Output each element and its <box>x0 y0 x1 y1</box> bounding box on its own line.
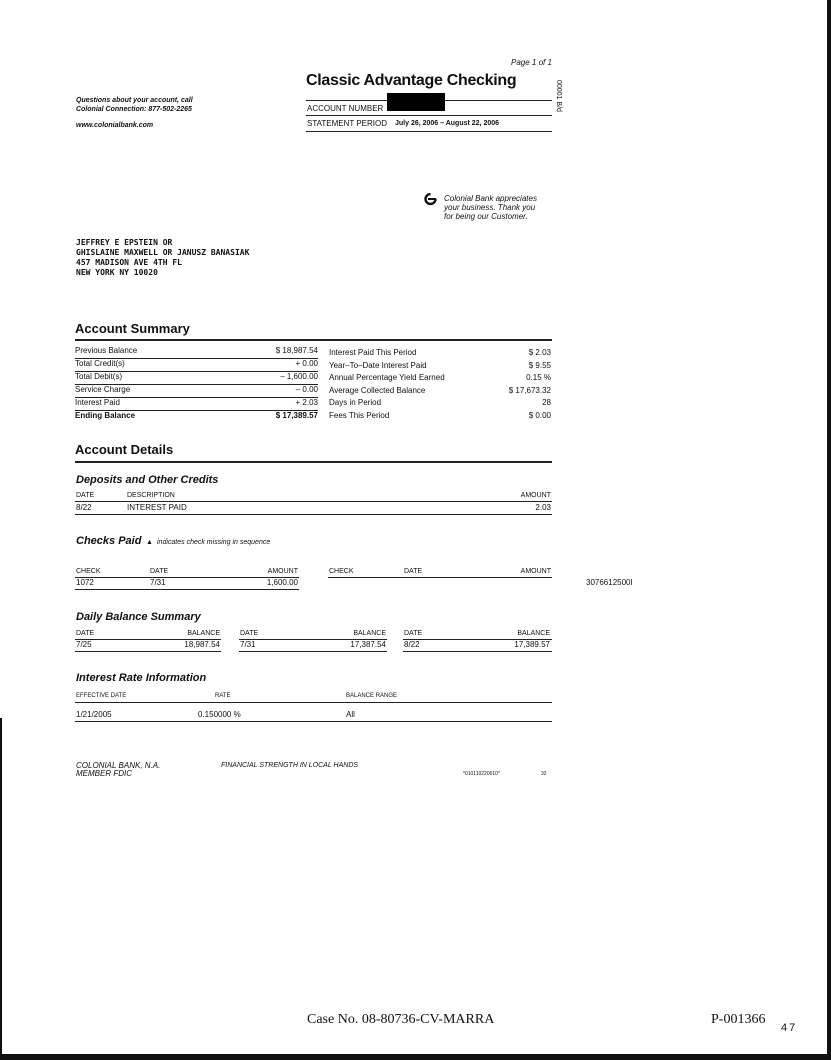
summary-label: Year–To–Date Interest Paid <box>329 360 427 370</box>
deposits-col-amount: AMOUNT <box>520 492 551 499</box>
rate-col-rate: RATE <box>215 693 231 699</box>
statement-period-label: STATEMENT PERIOD <box>307 119 388 128</box>
summary-value: – 1,600.00 <box>280 372 318 381</box>
summary-label: Ending Balance <box>75 411 136 420</box>
colonial-logo-icon <box>424 192 437 210</box>
summary-right <box>329 348 551 424</box>
footer-code-2: 32 <box>541 771 547 777</box>
summary-label: Interest Paid <box>75 398 120 407</box>
summary-row <box>329 398 551 411</box>
checks-header-rule-right <box>328 577 552 578</box>
summary-value: – 0.00 <box>295 385 318 394</box>
scan-edge-bottom <box>0 1054 831 1060</box>
summary-value: $ 0.00 <box>528 410 551 420</box>
deposits-col-date: DATE <box>76 492 95 499</box>
summary-row <box>75 385 318 398</box>
rate-col-balance-range: BALANCE RANGE <box>346 693 398 699</box>
summary-row <box>329 411 551 424</box>
scan-edge-left <box>0 718 2 1060</box>
summary-left <box>75 346 318 423</box>
case-number: Case No. 08-80736-CV-MARRA <box>307 1012 495 1027</box>
deposit-description: INTEREST PAID <box>127 503 187 512</box>
summary-label: Annual Percentage Yield Earned <box>329 373 445 383</box>
check-side-reference: 3076612500I <box>586 578 633 587</box>
check-date: 7/31 <box>150 578 166 587</box>
header-rule-2 <box>306 115 552 116</box>
checks-col-date: DATE <box>150 568 169 575</box>
summary-heading-rule <box>75 339 552 341</box>
daily-col-date: DATE <box>76 630 95 637</box>
summary-label: Fees This Period <box>329 410 390 420</box>
scan-edge-right <box>827 0 831 1060</box>
summary-row <box>75 398 318 411</box>
address-line: 457 MADISON AVE 4TH FL <box>76 258 182 267</box>
checks-col-check-2: CHECK <box>329 568 354 575</box>
summary-value: 0.15 % <box>526 373 551 383</box>
checks-note: indicates check missing in sequence <box>157 539 271 546</box>
summary-row <box>329 373 551 386</box>
summary-value: $ 9.55 <box>528 360 551 370</box>
missing-check-marker-icon: ▲ <box>146 539 153 546</box>
daily-date: 7/25 <box>76 640 92 649</box>
footer-member-fdic: MEMBER FDIC <box>76 769 132 778</box>
rate-row-rule <box>75 721 552 722</box>
deposits-row-rule <box>75 514 552 515</box>
checks-row-rule <box>75 589 299 590</box>
daily-balance: 17,389.57 <box>514 640 550 649</box>
summary-row <box>75 346 318 359</box>
rate-effective-date: 1/21/2005 <box>76 710 112 719</box>
summary-label: Interest Paid This Period <box>329 348 417 357</box>
daily-col-balance: BALANCE <box>187 630 220 637</box>
account-number-redaction <box>387 93 445 111</box>
rate-balance-range: All <box>346 710 355 719</box>
summary-value: + 2.03 <box>295 398 318 407</box>
daily-date: 7/31 <box>240 640 256 649</box>
address-line: JEFFREY E EPSTEIN OR <box>76 238 173 247</box>
checks-col-amount: AMOUNT <box>267 568 298 575</box>
address-line: GHISLAINE MAXWELL OR JANUSZ BANASIAK <box>76 248 250 257</box>
account-details-heading: Account Details <box>75 442 174 457</box>
checks-col-check: CHECK <box>76 568 101 575</box>
footer-code: *010110220010* <box>463 771 500 777</box>
summary-label: Total Debit(s) <box>75 372 123 381</box>
daily-col-date-3: DATE <box>404 630 423 637</box>
summary-label: Average Collected Balance <box>329 385 426 395</box>
summary-value: 28 <box>542 398 551 408</box>
daily-balance: 18,987.54 <box>184 640 220 649</box>
daily-row-rule-3 <box>403 651 552 652</box>
header-rule-3 <box>306 131 552 132</box>
deposits-header-rule <box>75 501 552 502</box>
summary-row <box>329 348 551 361</box>
bates-number: P-001366 <box>711 1012 766 1027</box>
mailing-address <box>76 238 249 278</box>
address-line: NEW YORK NY 10020 <box>76 268 158 277</box>
summary-value: $ 17,389.57 <box>275 411 318 420</box>
daily-row-rule-2 <box>239 651 387 652</box>
statement-title: Classic Advantage Checking <box>306 72 517 89</box>
summary-label: Days in Period <box>329 398 382 408</box>
rate-value: 0.150000 % <box>198 710 241 719</box>
summary-row <box>329 361 551 374</box>
contact-line1: Questions about your account, call <box>76 97 193 104</box>
details-heading-rule <box>75 461 552 463</box>
footer-bank-name: COLONIAL BANK, N.A. <box>76 761 161 770</box>
side-code: 00001 B/d <box>555 80 562 112</box>
contact-line2: Colonial Connection: 877-502-2265 <box>76 106 192 113</box>
daily-col-balance-2: BALANCE <box>353 630 386 637</box>
rate-header-rule <box>75 702 552 703</box>
footer-slogan: FINANCIAL STRENGTH IN LOCAL HANDS <box>221 762 359 769</box>
summary-row-ending <box>75 411 318 423</box>
appreciation-line2: your business. Thank you <box>444 203 536 212</box>
rate-col-effective-date: EFFECTIVE DATE <box>76 693 127 699</box>
daily-row-rule-1 <box>75 651 221 652</box>
deposits-heading: Deposits and Other Credits <box>76 474 219 486</box>
checks-col-date-2: DATE <box>404 568 423 575</box>
appreciation-line3: for being our Customer. <box>444 212 528 221</box>
statement-period-value: July 26, 2006 – August 22, 2006 <box>395 120 500 127</box>
page-indicator: Page 1 of 1 <box>511 58 552 67</box>
daily-col-balance-3: BALANCE <box>517 630 550 637</box>
check-number: 1072 <box>76 578 94 587</box>
deposits-col-description: DESCRIPTION <box>127 492 175 499</box>
daily-date: 8/22 <box>404 640 420 649</box>
daily-balance-heading: Daily Balance Summary <box>76 611 201 623</box>
daily-balance: 17,387.54 <box>350 640 386 649</box>
page-number: 47 <box>781 1022 798 1034</box>
summary-value: + 0.00 <box>295 359 318 368</box>
summary-label: Previous Balance <box>75 346 138 355</box>
check-amount: 1,600.00 <box>266 578 298 587</box>
summary-row <box>329 386 551 399</box>
summary-value: $ 17,673.32 <box>508 385 551 395</box>
summary-label: Total Credit(s) <box>75 359 125 368</box>
daily-col-date-2: DATE <box>240 630 259 637</box>
interest-rate-heading: Interest Rate Information <box>76 672 207 684</box>
appreciation-line1: Colonial Bank appreciates <box>444 194 537 203</box>
account-number-label: ACCOUNT NUMBER <box>307 104 384 113</box>
summary-value: $ 18,987.54 <box>275 346 318 355</box>
summary-label: Service Charge <box>75 385 131 394</box>
deposit-amount: 2.03 <box>535 503 551 512</box>
summary-value: $ 2.03 <box>528 348 551 357</box>
summary-row <box>75 359 318 372</box>
checks-col-amount-2: AMOUNT <box>520 568 551 575</box>
checks-heading: Checks Paid <box>76 535 142 547</box>
deposit-date: 8/22 <box>76 503 92 512</box>
summary-row <box>75 372 318 385</box>
account-summary-heading: Account Summary <box>75 321 190 336</box>
bank-website: www.colonialbank.com <box>76 122 154 129</box>
